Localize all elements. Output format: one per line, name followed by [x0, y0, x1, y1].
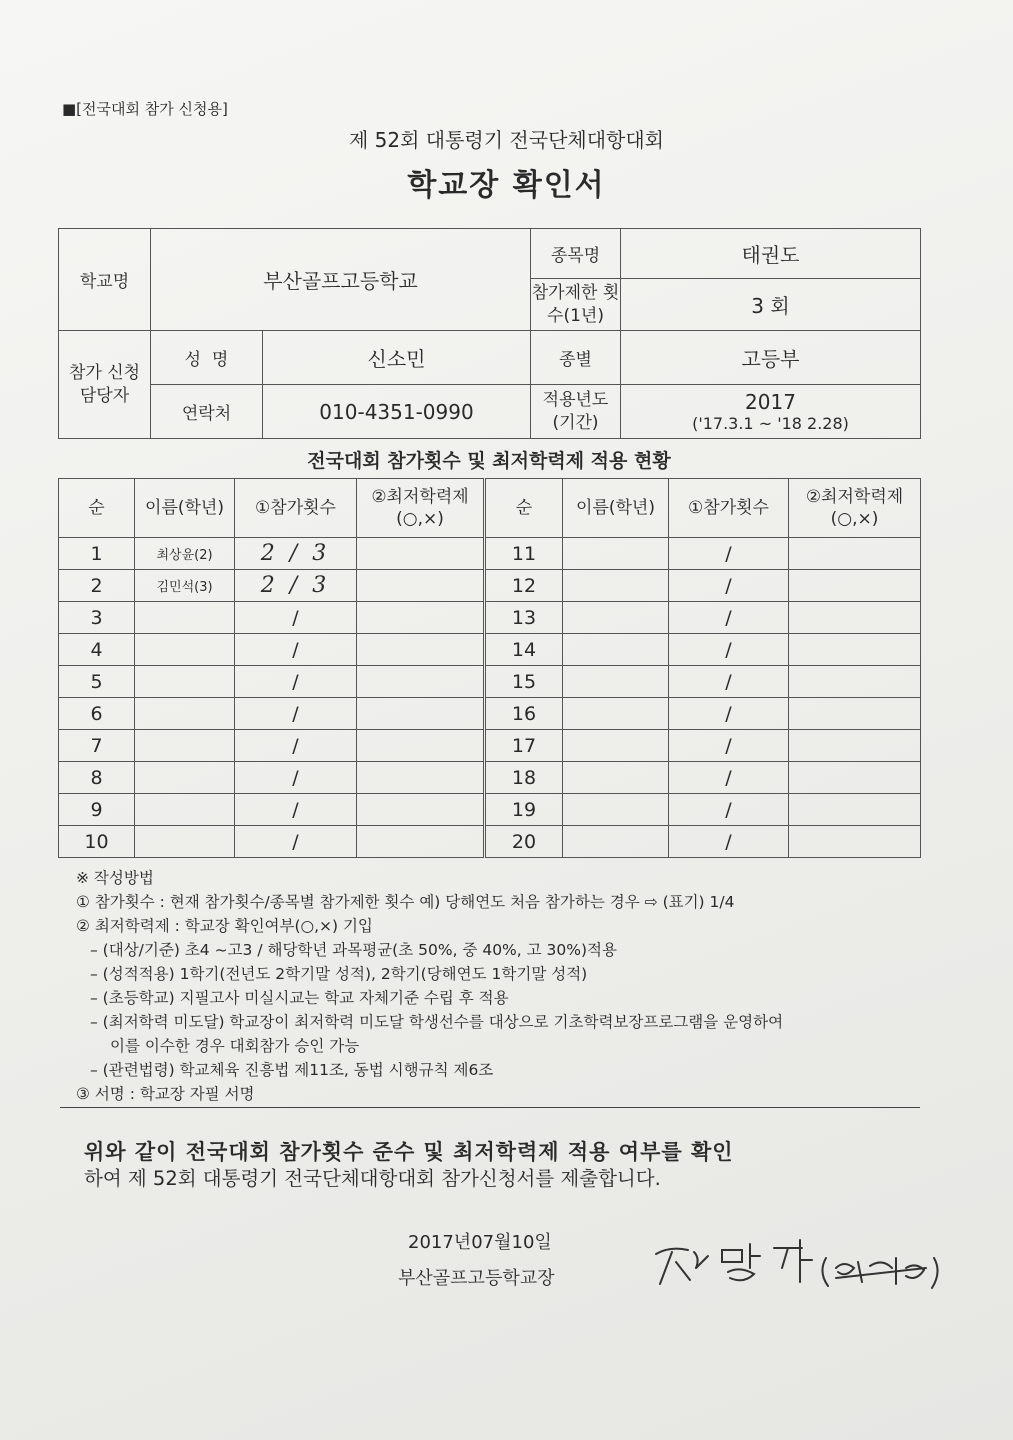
row-number: 20: [485, 826, 563, 858]
note-2e: – (관련법령) 학교체육 진흥법 제11조, 동법 시행규칙 제6조: [90, 1061, 494, 1079]
table-row: [59, 762, 921, 794]
note-2c: – (초등학교) 지필고사 미실시교는 학교 자체기준 수립 후 적용: [90, 989, 509, 1007]
year-label: 적용년도 (기간): [531, 385, 621, 439]
period-value: ('17.3.1 ~ '18 2.28): [692, 414, 849, 433]
participation-count: /: [669, 666, 789, 698]
academic-check-cell: [789, 538, 921, 570]
participation-count: /: [669, 538, 789, 570]
athlete-name: [563, 698, 669, 730]
col-header-name: 이름(학년): [563, 479, 669, 538]
participation-count: /: [235, 602, 357, 634]
academic-check-cell: [789, 794, 921, 826]
division-label: 종별: [531, 331, 621, 385]
row-number: 12: [485, 570, 563, 602]
document-title: 학교장 확인서: [407, 168, 606, 203]
athlete-name: [135, 634, 235, 666]
col-header-name: 이름(학년): [135, 479, 235, 538]
event-subtitle: 제 52회 대통령기 전국단체대항대회: [348, 128, 664, 152]
participation-count: /: [669, 698, 789, 730]
col-header-count: ①참가횟수: [669, 479, 789, 538]
note-2: ② 최저학력제 : 학교장 확인여부(○,×) 기입: [76, 917, 373, 935]
status-table-title: 전국대회 참가횟수 및 최저학력제 적용 현황: [307, 450, 671, 472]
status-table: [58, 478, 921, 858]
participation-count: /: [235, 826, 357, 858]
division-value: 고등부: [621, 331, 921, 385]
academic-check-cell: [789, 634, 921, 666]
academic-check-cell: [789, 826, 921, 858]
row-number: 3: [59, 602, 135, 634]
academic-check-cell: [789, 602, 921, 634]
year-cell: [621, 385, 921, 439]
table-row: [59, 602, 921, 634]
athlete-name: 김민석(3): [135, 570, 235, 602]
athlete-name: [563, 826, 669, 858]
row-number: 1: [59, 538, 135, 570]
athlete-name: [135, 730, 235, 762]
academic-check-cell: [357, 602, 485, 634]
academic-check-cell: [357, 698, 485, 730]
row-number: 6: [59, 698, 135, 730]
handwritten-signature: [650, 1228, 940, 1298]
row-number: 10: [59, 826, 135, 858]
col-header-no: 순: [485, 479, 563, 538]
participation-count: /: [669, 602, 789, 634]
athlete-name: [563, 730, 669, 762]
athlete-name: [135, 698, 235, 730]
table-row: [59, 730, 921, 762]
athlete-name: [563, 666, 669, 698]
athlete-name: [135, 602, 235, 634]
academic-check-cell: [789, 730, 921, 762]
participation-count: /: [669, 570, 789, 602]
instructions: [76, 866, 936, 1106]
school-value: 부산골프고등학교: [151, 229, 531, 331]
participation-count: /: [235, 794, 357, 826]
table-row: [59, 826, 921, 858]
form-tag: ■[전국대회 참가 신청용]: [62, 100, 228, 118]
col-header-academic: ②최저학력제 (○,×): [357, 479, 485, 538]
status-table-body: [59, 538, 921, 858]
athlete-name: [563, 794, 669, 826]
limit-value: 3 회: [621, 279, 921, 331]
note-2d: – (최저학력 미도달) 학교장이 최저학력 미도달 학생선수를 대상으로 기초학력보장프로그램을 운영하여: [90, 1013, 784, 1031]
academic-check-cell: [789, 666, 921, 698]
contact-value: 010-4351-0990: [263, 385, 531, 439]
note-3: ③ 서명 : 학교장 자필 서명: [76, 1085, 255, 1103]
athlete-name: [135, 666, 235, 698]
row-number: 9: [59, 794, 135, 826]
table-row: [59, 698, 921, 730]
participation-count: /: [235, 634, 357, 666]
participation-count: /: [235, 762, 357, 794]
row-number: 5: [59, 666, 135, 698]
athlete-name: [135, 762, 235, 794]
note-2d-cont: 이를 이수한 경우 대회참가 승인 가능: [110, 1037, 360, 1055]
person-label: 참가 신청 담당자: [59, 331, 151, 439]
academic-check-cell: [789, 570, 921, 602]
col-header-academic: ②최저학력제 (○,×): [789, 479, 921, 538]
year-value: 2017: [745, 390, 796, 414]
contact-label: 연락처: [151, 385, 263, 439]
row-number: 8: [59, 762, 135, 794]
event-value: 태권도: [621, 229, 921, 279]
divider: [60, 1107, 920, 1108]
participation-count: /: [669, 762, 789, 794]
academic-check-cell: [357, 666, 485, 698]
academic-check-cell: [357, 570, 485, 602]
row-number: 18: [485, 762, 563, 794]
row-number: 17: [485, 730, 563, 762]
athlete-name: [563, 570, 669, 602]
row-number: 15: [485, 666, 563, 698]
athlete-name: [563, 762, 669, 794]
row-number: 13: [485, 602, 563, 634]
participation-count: /: [235, 666, 357, 698]
participation-count: /: [669, 730, 789, 762]
academic-check-cell: [357, 826, 485, 858]
name-label: 성 명: [151, 331, 263, 385]
table-row: [59, 666, 921, 698]
school-label: 학교명: [59, 229, 151, 331]
col-header-no: 순: [59, 479, 135, 538]
athlete-name: [135, 826, 235, 858]
academic-check-cell: [357, 762, 485, 794]
row-number: 4: [59, 634, 135, 666]
row-number: 2: [59, 570, 135, 602]
row-number: 11: [485, 538, 563, 570]
participation-count: /: [669, 826, 789, 858]
academic-check-cell: [357, 634, 485, 666]
participation-count: /: [235, 698, 357, 730]
athlete-name: [135, 794, 235, 826]
row-number: 7: [59, 730, 135, 762]
athlete-name: 최상윤(2): [135, 538, 235, 570]
table-row: [59, 794, 921, 826]
athlete-name: [563, 634, 669, 666]
athlete-name: [563, 538, 669, 570]
participation-count: /: [669, 634, 789, 666]
athlete-name: [563, 602, 669, 634]
signing-date: 2017년07월10일: [408, 1232, 552, 1253]
event-label: 종목명: [531, 229, 621, 279]
participation-count: /: [669, 794, 789, 826]
row-number: 16: [485, 698, 563, 730]
limit-label: 참가제한 횟수(1년): [531, 279, 621, 331]
academic-check-cell: [357, 730, 485, 762]
table-row: [59, 538, 921, 570]
info-table: [58, 228, 921, 439]
notes-heading: ※ 작성방법: [76, 869, 154, 887]
participation-count: 2 / 3: [235, 538, 357, 570]
declaration-line-1: 위와 같이 전국대회 참가횟수 준수 및 최저학력제 적용 여부를 확인: [84, 1140, 734, 1164]
note-2a: – (대상/기준) 초4 ~고3 / 해당학년 과목평균(초 50%, 중 40%, 고 30%)적용: [90, 941, 617, 959]
row-number: 19: [485, 794, 563, 826]
col-header-count: ①참가횟수: [235, 479, 357, 538]
table-row: [59, 570, 921, 602]
academic-check-cell: [789, 762, 921, 794]
participation-count: /: [235, 730, 357, 762]
academic-check-cell: [357, 794, 485, 826]
note-2b: – (성적적용) 1학기(전년도 2학기말 성적), 2학기(당해연도 1학기말 성적): [90, 965, 588, 983]
academic-check-cell: [357, 538, 485, 570]
row-number: 14: [485, 634, 563, 666]
principal-title: 부산골프고등학교장: [398, 1268, 555, 1289]
participation-count: 2 / 3: [235, 570, 357, 602]
note-1: ① 참가횟수 : 현재 참가횟수/종목별 참가제한 횟수 예) 당해연도 처음 참가하는 경우 ⇨ (표기) 1/4: [76, 893, 735, 911]
name-value: 신소민: [263, 331, 531, 385]
academic-check-cell: [789, 698, 921, 730]
table-row: [59, 634, 921, 666]
declaration-line-2: 하여 제 52회 대통령기 전국단체대항대회 참가신청서를 제출합니다.: [84, 1167, 661, 1190]
